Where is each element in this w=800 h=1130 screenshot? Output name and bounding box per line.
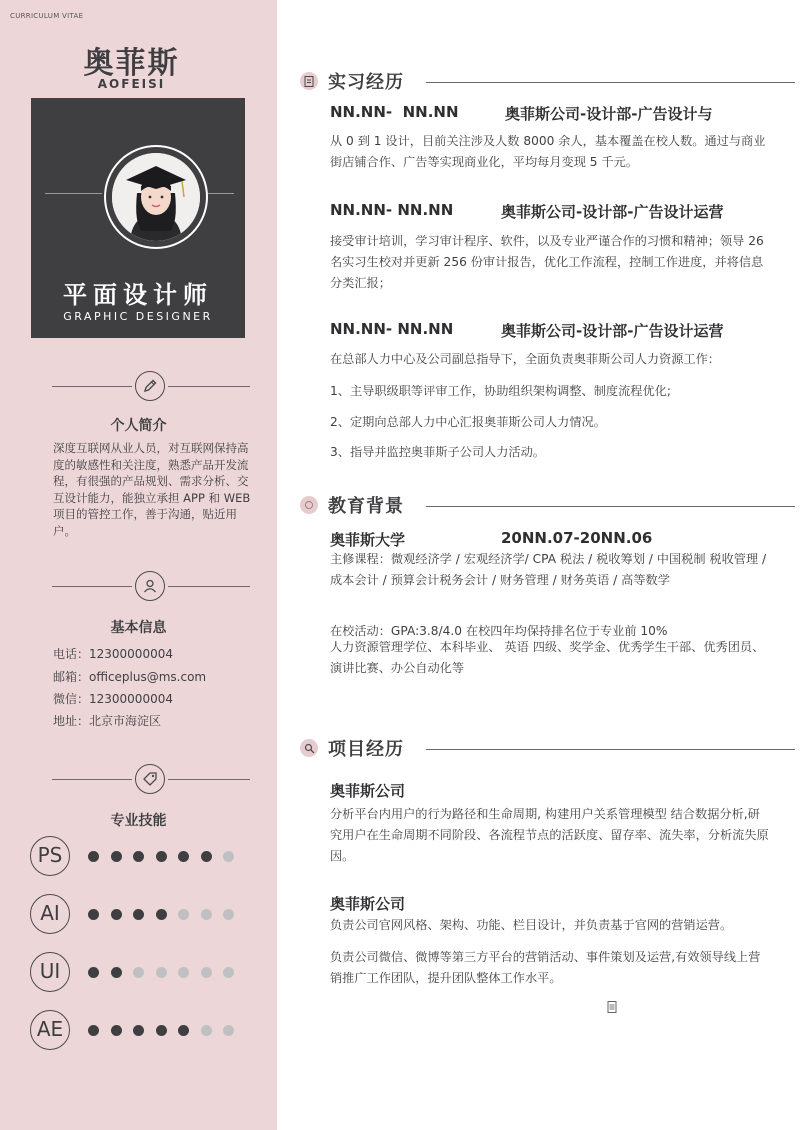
email-line: 邮箱：officeplus@ms.com (53, 670, 207, 684)
internship-1-date: NN.NN- NN.NN (330, 103, 459, 121)
avatar-photo (112, 153, 200, 241)
school-period: 20NN.07-20NN.06 (501, 529, 653, 547)
skill-dot-filled (156, 851, 167, 862)
skill-dot-filled (111, 1025, 122, 1036)
cv-label: CURRICULUM VITAE (10, 12, 84, 20)
profile-title: 个人简介 (110, 418, 167, 434)
projects-header (300, 735, 795, 761)
project-2-desc2: 负责公司微信、微博等第三方平台的营销活动、事件策划及运营,有效领导线上营销推广工作团队，提升团队整体工作水平。 (330, 950, 761, 985)
skill-dot-empty (156, 967, 167, 978)
page-icon (607, 998, 617, 1017)
name-en: AOFEISI (97, 77, 166, 91)
skill-dot-empty (178, 909, 189, 920)
skill-dot-filled (178, 1025, 189, 1036)
courses-text: 主修课程：微观经济学 / 宏观经济学/ CPA 税法 / 税收筹划 / 中国税制 税收管理 / 成本会计 / 预算会计税务会计 / 财务管理 / 财务英语 / 高等数学 (330, 552, 767, 587)
name-cn: 奥菲斯 (83, 46, 180, 81)
pencil-icon (135, 371, 165, 401)
skill-name-badge: AI (30, 894, 70, 934)
photo-card (31, 98, 245, 338)
skill-dot-filled (88, 909, 99, 920)
skill-dot-filled (201, 851, 212, 862)
skill-dot-filled (111, 909, 122, 920)
skill-dot-filled (156, 909, 167, 920)
search-icon (300, 739, 318, 757)
basic-info-title: 基本信息 (110, 620, 167, 636)
skill-dot-filled (111, 851, 122, 862)
document-icon (300, 72, 318, 90)
skill-name-badge: PS (30, 836, 70, 876)
skill-dot-filled (111, 967, 122, 978)
internship-header (300, 68, 795, 94)
skill-dot-empty (201, 909, 212, 920)
internship-title: 实习经历 (328, 72, 404, 93)
skill-dot-filled (88, 967, 99, 978)
projects-title: 项目经历 (328, 739, 404, 760)
tag-icon (135, 764, 165, 794)
job-title-en: GRAPHIC DESIGNER (63, 310, 213, 323)
profile-text: 深度互联网从业人员，对互联网保持高度的敏感性和关注度，熟悉产品开发流程，有很强的产品规划、需求分析、交互设计能力，能独立承担 APP 和 WEB 项目的管控工作，善于沟通，贴近用户。 (53, 441, 251, 538)
internship-3-point-2: 2、定期向总部人力中心汇报奥菲斯公司人力情况。 (330, 415, 606, 429)
profile-divider (52, 371, 250, 401)
skill-dot-empty (178, 967, 189, 978)
address-line: 地址：北京市海淀区 (53, 714, 162, 728)
skill-dot-empty (223, 909, 234, 920)
activities-more: 人力资源管理学位、本科毕业、 英语 四级、奖学金、优秀学生干部、优秀团员、演讲比赛、办公自动化等 (330, 640, 765, 675)
skill-dot-filled (133, 909, 144, 920)
wechat-line: 微信：12300000004 (53, 692, 173, 706)
internship-3-date: NN.NN- NN.NN (330, 320, 454, 338)
skill-dot-empty (201, 967, 212, 978)
skill-dot-empty (223, 967, 234, 978)
skills-divider (52, 764, 250, 794)
skill-dot-empty (201, 1025, 212, 1036)
skill-dot-empty (223, 851, 234, 862)
avatar (104, 145, 208, 249)
skill-dot-filled (88, 851, 99, 862)
internship-2-date: NN.NN- NN.NN (330, 201, 454, 219)
education-header (300, 492, 795, 518)
skill-dot-filled (88, 1025, 99, 1036)
project-1-desc: 分析平台内用户的行为路径和生命周期, 构建用户关系管理模型 结合数据分析,研究用户在生命周期不同阶段、各流程节点的活跃度、留存率、流失率，分析流失原因。 (330, 807, 769, 863)
job-title: 平面设计师 (63, 281, 213, 309)
education-title: 教育背景 (328, 496, 404, 517)
person-icon (135, 571, 165, 601)
internship-3-point-3: 3、指导并监控奥菲斯子公司人力活动。 (330, 445, 545, 459)
photo-divider-left (45, 193, 102, 194)
project-1-org: 奥菲斯公司 (330, 782, 406, 800)
skill-dot-filled (133, 851, 144, 862)
skill-name-badge: AE (30, 1010, 70, 1050)
skill-dot-filled (133, 1025, 144, 1036)
internship-3-point-1: 1、主导职级职等评审工作，协助组织架构调整、制度流程优化; (330, 384, 671, 398)
internship-2-org: 奥菲斯公司-设计部-广告设计运营 (501, 203, 724, 221)
photo-divider-right (206, 193, 234, 194)
project-2-desc: 负责公司官网风格、架构、功能、栏目设计，并负责基于官网的营销运营。 (330, 918, 733, 932)
internship-3-org: 奥菲斯公司-设计部-广告设计运营 (501, 322, 724, 340)
skills-title: 专业技能 (110, 813, 167, 829)
internship-3-desc: 在总部人力中心及公司副总指导下，全面负责奥菲斯公司人力资源工作： (330, 352, 720, 366)
project-2-org: 奥菲斯公司 (330, 895, 406, 913)
internship-2-desc: 接受审计培训，学习审计程序、软件，以及专业严谨合作的习惯和精神；领导 26 名实习生校对并更新 256 份审计报告，优化工作流程，控制工作进度，并将信息分类汇报； (330, 234, 764, 290)
internship-1-org: 奥菲斯公司-设计部-广告设计与 (505, 105, 713, 123)
phone-line: 电话：12300000004 (53, 647, 173, 661)
sidebar (0, 0, 277, 1130)
basic-info-divider (52, 571, 250, 601)
circle-icon (300, 496, 318, 514)
activities-line: 在校活动：GPA:3.8/4.0 在校四年均保持排名位于专业前 10% (330, 624, 668, 638)
skill-dot-empty (133, 967, 144, 978)
skill-dot-filled (156, 1025, 167, 1036)
skill-dot-filled (178, 851, 189, 862)
school-name: 奥菲斯大学 (330, 531, 406, 549)
skill-dot-empty (223, 1025, 234, 1036)
internship-1-desc: 从 0 到 1 设计，目前关注涉及人数 8000 余人，基本覆盖在校人数。通过与商业街店铺合作、广告等实现商业化，平均每月变现 5 千元。 (330, 134, 766, 169)
skill-name-badge: UI (30, 952, 70, 992)
